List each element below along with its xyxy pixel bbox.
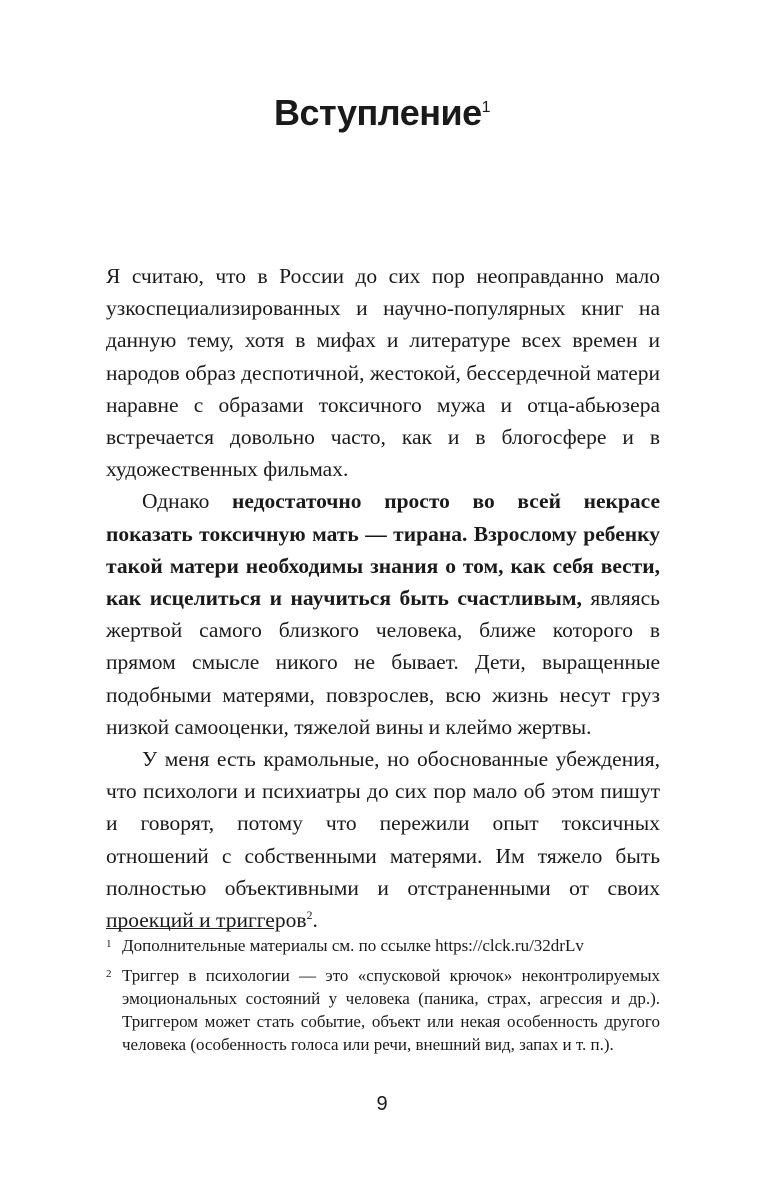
paragraph-2-bold: недостаточно просто во всей некрасе показать токсичную мать — тирана. Взрослому ребенку такой матери необходимы знания о том, как себя вести, как исцелиться и научиться быть счастливым, (106, 489, 660, 611)
footnote-2 (106, 964, 660, 1056)
chapter-title (0, 92, 764, 134)
footnote-ref-2[interactable]: 2 (306, 907, 313, 922)
footnote-divider (106, 928, 274, 929)
paragraph-2 (106, 485, 660, 743)
footnote-1 (106, 934, 660, 957)
paragraph-3-text: У меня есть крамольные, но обоснованные убеждения, что психологи и психиатры до сих пор мало об этом пишут и говорят, потому что пережили опыт токсичных отношений с собственными матерями. Им тяжело быть полностью объективными и отстраненными от своих проекций и триггеров (106, 747, 660, 933)
paragraph-2-end: являясь жертвой самого близкого человека, ближе которого в прямом смысле никого не бывает. Дети, выращенные подобными матерями, повзрослев, всю жизнь несут груз низкой самооценки, тяжелой вины и клеймо жертвы. (106, 586, 660, 739)
body-text (106, 260, 660, 936)
footnotes (106, 934, 660, 1063)
footnote-number: 1 (106, 938, 112, 950)
page-number: 9 (376, 1093, 388, 1115)
footnote-text: Дополнительные материалы см. по ссылке https://clck.ru/32drLv (122, 936, 584, 955)
paragraph-1: Я считаю, что в России до сих пор неоправданно мало узкоспециализированных и научно-популярных книг на данную тему, хотя в мифах и литературе всех времен и народов образ деспотичной, жестокой, бессердечной матери наравне с образами токсичного мужа и отца-абьюзера встречается довольно часто, как и в блогосфере и в художественных фильмах. (106, 264, 660, 482)
paragraph-3-end: . (312, 908, 318, 933)
paragraph-2-start: Однако (142, 489, 232, 514)
footnote-text: Триггер в психологии — это «спусковой крючок» неконтролируемых эмоциональных состояний у человека (паника, страх, агрессия и др.). Триггером может стать событие, объект или некая особенность другого человека (особенность голоса или речи, внешний вид, запах и т. п.). (122, 966, 660, 1054)
footnote-ref-1[interactable]: 1 (481, 99, 491, 116)
footnote-number: 2 (106, 968, 112, 980)
paragraph-3 (106, 743, 660, 936)
chapter-title-text: Вступление (273, 92, 482, 133)
